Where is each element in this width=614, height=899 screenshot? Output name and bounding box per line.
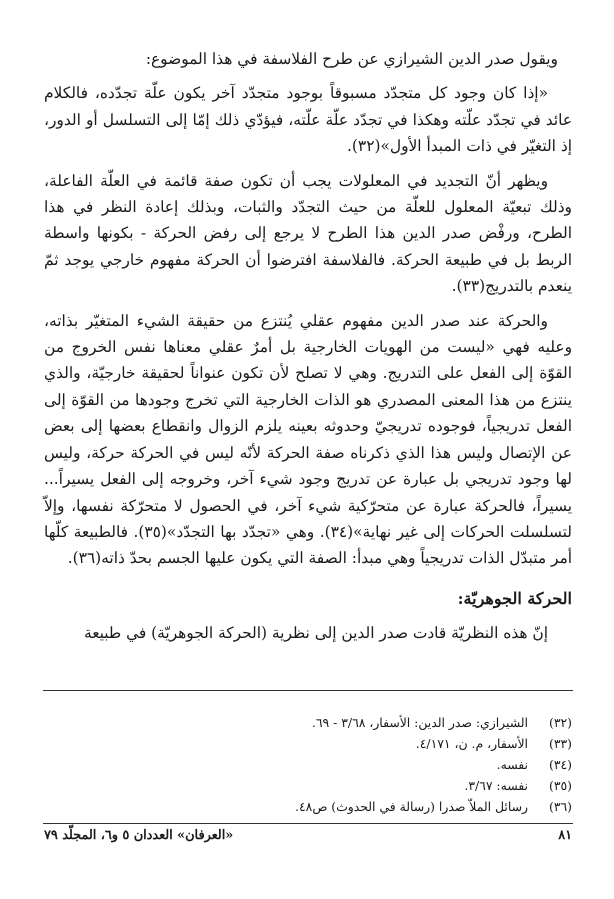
footnote [44, 796, 572, 817]
section-heading: الحركة الجوهريّة: [457, 588, 572, 608]
footnote-divider [43, 690, 573, 691]
section-first-line: إنّ هذه النظريّة قادت صدر الدين إلى نظرية (الحركة الجوهريّة) في طبيعة [83, 624, 548, 643]
footnotes [44, 712, 572, 817]
footnote-number: (٣٣) [549, 736, 572, 751]
journal-reference: «العرفان» العددان ٥ و٦، المجلّد ٧٩ [44, 828, 234, 843]
footnote-text: نفسه: ٣/٦٧. [464, 778, 528, 793]
quote-paragraph: «إذا كان وجود كل متجدّد مسبوقاً بوجود متجدّد آخر يكون علّة تجدّده، فالكلام عائد في تجدّد علّته وهكذا في تجدّد علّة علّته، فيؤدّي ذلك إمّا إلى التسلسل أو الدور، إذ التغيّر في ذات المبدأ الأول»(٣٢). [44, 84, 572, 156]
main-text [44, 46, 572, 647]
footer-divider [43, 823, 573, 824]
body-paragraph: والحركة عند صدر الدين مفهوم عقلي يُنتزع من حقيقة الشيء المتغيّر بذاته، وعليه فهي «ليست من الهويات الخارجية بل أمرٌ عقلي معناها نفس الخروج من القوّة إلى الفعل على التدريج. وهي لا تصلح لأن تكون عنواناً لحقيقة خارجيّة، والذي ينتزع من هذا المعنى المصدري هو الذات الخارجية التي تخرج وجودها من القوّة إلى الفعل تدريجياً، فوجوده تدريجيّ وحدوثه بعينه يلزم الزوال وانقطاع بعضها إلى بعض عن الإتصال وليس هذا الذي ذكرناه صفة الحركة لأنّه ليس في الحركة حركة، وليس لها وجود تدريجي بل عبارة عن تدريج وجود شيء آخر، وخروجه إلى الفعل يسيراً... يسيراً، فالحركة عبارة عن متحرّكية شيء آخر، في الحصول لا متحرّكة نفسها، وإلاّ لتسلسلت الحركات إلى غير نهاية»(٣٤). وهي «تجدّد بها التجدّد»(٣٥). فالطبيعة كلّها أمر متبدّل الذات تدريجياً وهي مبدأ: الصفة التي يكون عليها الجسم بحدّ ذاته(٣٦). [44, 311, 572, 568]
body-paragraph: ويظهر أنّ التجديد في المعلولات يجب أن تكون صفة قائمة في العلّة الفاعلة، وذلك تبعيّة المعلول للعلّة من حيث التجدّد والثبات، وبذلك إعادة النظر في هذا الطرح، ورفْض صدر الدين هذا الطرح لا يرجع إلى رفض الحركة - بكونها واسطة الربط بل في طبيعة الحركة. فالفلاسفة افترضوا أن الحركة مفهوم خارجي يوجد ثمّ ينعدم بالتدريج(٣٣). [44, 171, 572, 296]
footnote-text: رسائل الملاّ صدرا (رسالة في الحدوث) ص٤٨. [295, 799, 528, 814]
footnote-text: الأسفار، م. ن، ٤/١٧١. [415, 736, 528, 751]
footnote-text: نفسه. [496, 757, 528, 772]
footnote-number: (٣٦) [549, 799, 572, 814]
footnote [44, 775, 572, 796]
page-footer [44, 828, 572, 843]
page-number: ٨١ [558, 828, 572, 843]
footnote [44, 733, 572, 754]
footnote [44, 754, 572, 775]
footnote [44, 712, 572, 733]
footnote-number: (٣٤) [549, 757, 572, 772]
footnote-number: (٣٥) [549, 778, 572, 793]
footnote-text: الشيرازي: صدر الدين: الأسفار، ٣/٦٨ - ٦٩. [311, 715, 528, 730]
intro-line: ويقول صدر الدين الشيرازي عن طرح الفلاسفة في هذا الموضوع: [145, 50, 558, 68]
footnote-number: (٣٢) [549, 715, 572, 730]
